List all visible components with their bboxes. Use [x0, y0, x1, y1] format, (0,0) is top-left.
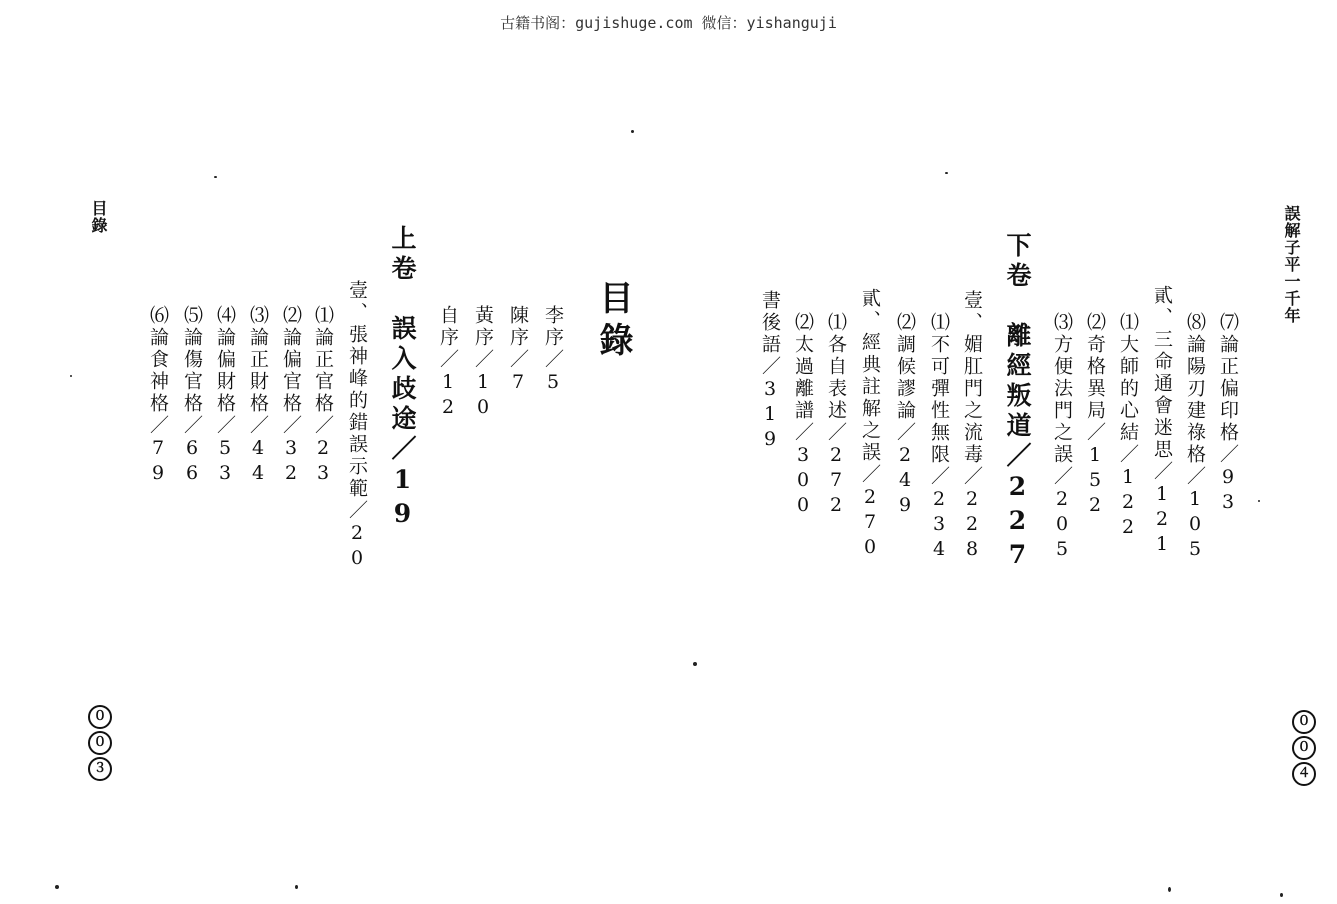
toc-entry: ⑶方便法門之誤／205	[1051, 312, 1073, 563]
toc-entry: 貳、經典註解之誤／270	[859, 288, 881, 561]
scan-speck	[945, 172, 948, 174]
toc-entry: ⑴各自表述／272	[825, 312, 847, 519]
scan-speck	[1168, 887, 1171, 892]
scan-speck	[1280, 893, 1283, 897]
toc-entry: ⑻論陽刃建祿格／105	[1184, 312, 1206, 563]
volume-heading: 上卷 誤入歧途／19	[388, 225, 417, 533]
toc-title: 目錄	[593, 280, 633, 364]
toc-entry: ⑹論食神格／79	[147, 305, 169, 487]
toc-entry: 自序／12	[437, 305, 459, 421]
volume-heading: 下卷 離經叛道／227	[1003, 232, 1032, 574]
toc-entry: ⑸論傷官格／66	[181, 305, 203, 487]
page-number-digit: ３	[88, 757, 112, 781]
page-number-digit: ０	[88, 731, 112, 755]
toc-entry: ⑴論正官格／23	[312, 305, 334, 487]
toc-entry: ⑴大師的心結／122	[1117, 312, 1139, 541]
scan-speck	[214, 176, 217, 178]
toc-entry: 黃序／10	[472, 305, 494, 421]
toc-entry: 書後語／319	[759, 290, 781, 453]
toc-entry: 貳、三命通會迷思／121	[1151, 285, 1173, 558]
toc-entry: 李序／5	[542, 305, 564, 396]
scan-speck	[631, 130, 634, 133]
page-number-digit: ４	[1292, 762, 1316, 786]
toc-entry: 壹、媚肛門之流毒／228	[961, 290, 983, 563]
scan-speck	[70, 375, 72, 377]
left-running-head: 目錄	[89, 200, 108, 234]
toc-entry: ⑴不可彈性無限／234	[928, 312, 950, 563]
toc-entry: ⑵奇格異局／152	[1084, 312, 1106, 519]
toc-entry: ⑵論偏官格／32	[280, 305, 302, 487]
page-number-digit: ０	[1292, 736, 1316, 760]
toc-entry: 陳序／7	[507, 305, 529, 396]
page-number-digit: ０	[1292, 710, 1316, 734]
toc-entry: ⑶論正財格／44	[247, 305, 269, 487]
toc-entry: ⑵調候謬論／249	[894, 312, 916, 519]
toc-entry: ⑺論正偏印格／93	[1217, 312, 1239, 516]
scan-speck	[295, 885, 298, 889]
right-running-head: 誤解子平一千年	[1282, 205, 1301, 324]
scan-speck	[55, 885, 59, 889]
toc-entry: 壹、張神峰的錯誤示範／20	[346, 280, 368, 572]
scan-speck	[1258, 500, 1260, 502]
toc-entry: ⑵太過離譜／300	[792, 312, 814, 519]
toc-entry: ⑷論偏財格／53	[214, 305, 236, 487]
page-number-digit: ０	[88, 705, 112, 729]
scan-speck	[693, 662, 697, 666]
watermark: 古籍书阁：gujishuge.com 微信：yishanguji	[500, 14, 837, 32]
